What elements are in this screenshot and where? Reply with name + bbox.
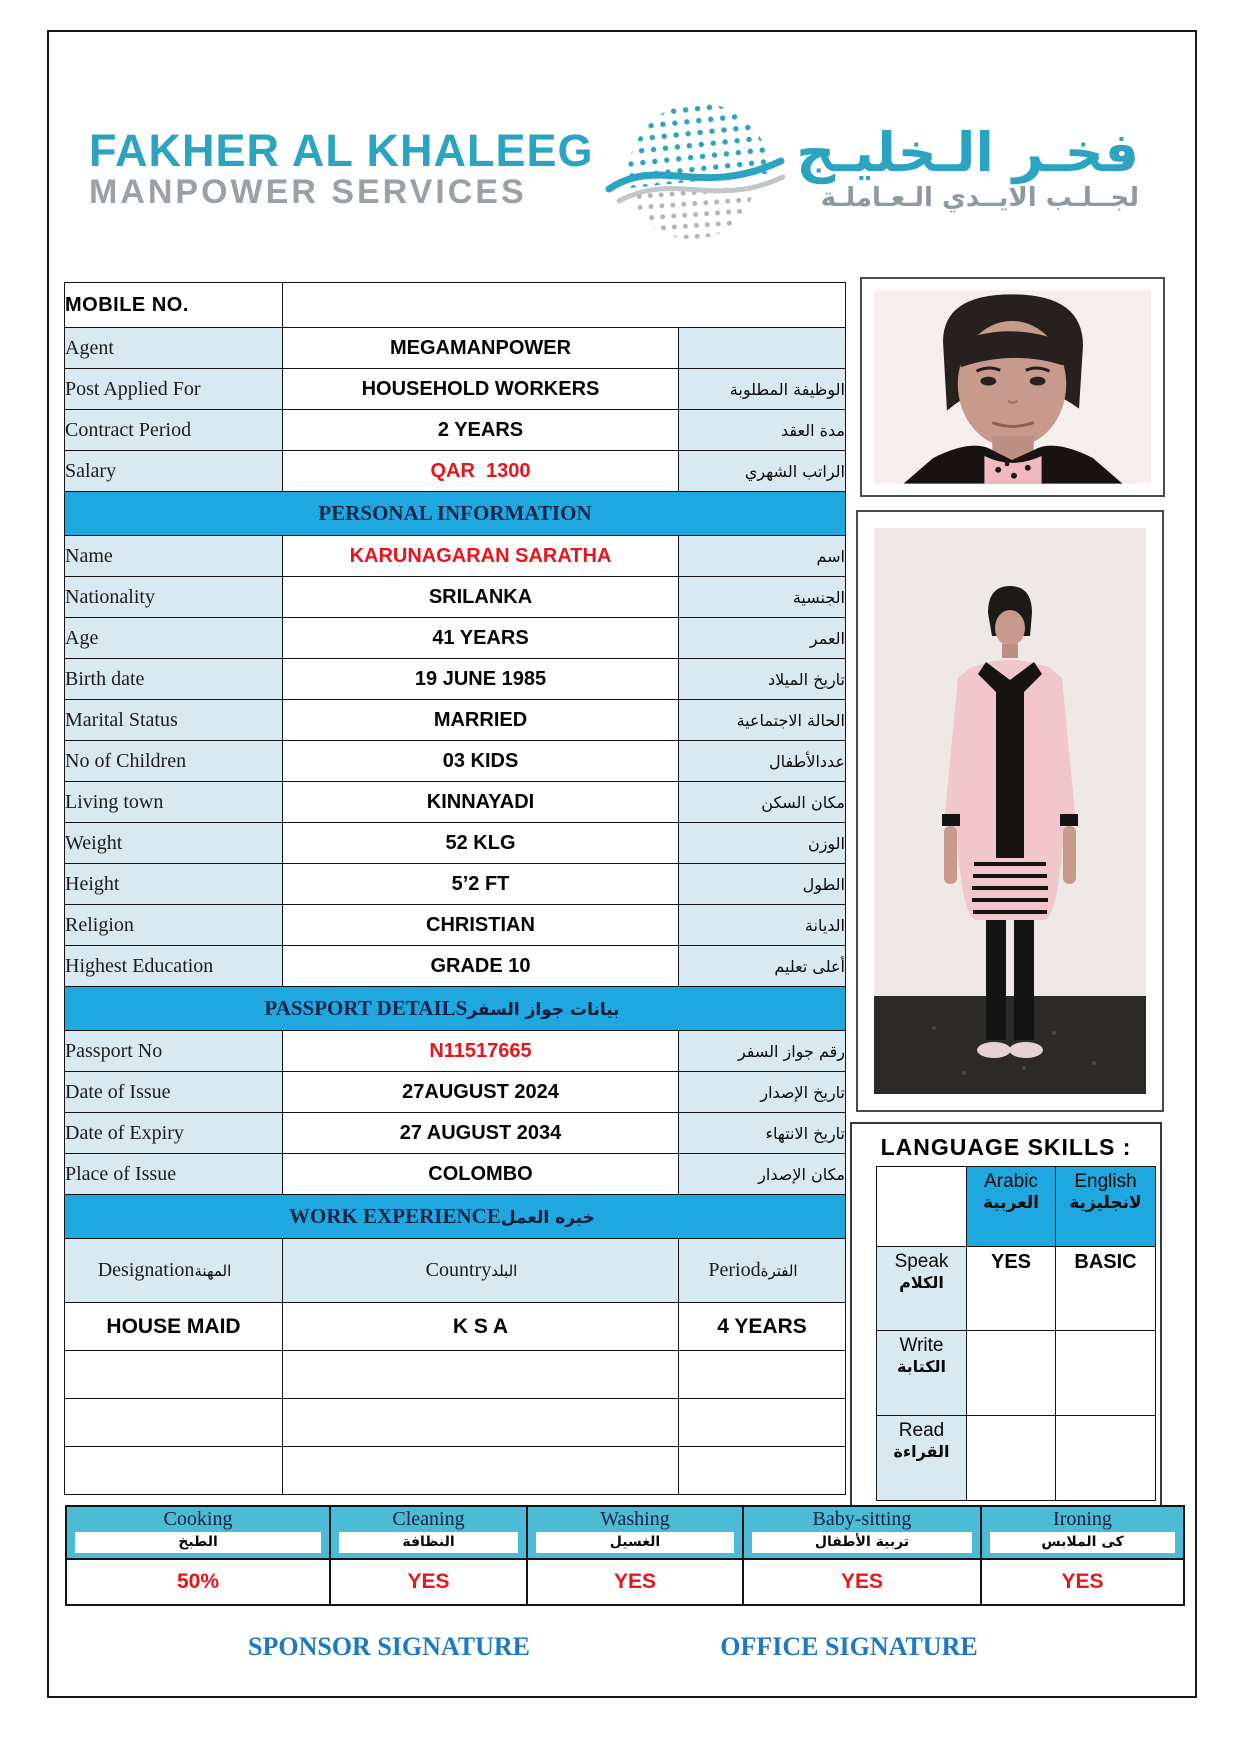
field-value: MEGAMANPOWER xyxy=(283,328,679,369)
skill-header: Washing xyxy=(600,1508,670,1530)
field-label-ar: اسم xyxy=(679,536,846,577)
field-value: 19 JUNE 1985 xyxy=(283,659,679,700)
row-passport-no xyxy=(65,1031,846,1072)
column-header-ar: الفترة xyxy=(760,1262,798,1280)
section-passport-details xyxy=(65,987,846,1031)
language-column-ar: العربية xyxy=(982,1193,1039,1213)
field-value: QAR 1300 xyxy=(283,451,679,492)
field-label-ar: عددالأطفال xyxy=(679,741,846,782)
field-value: 03 KIDS xyxy=(283,741,679,782)
work-period xyxy=(679,1399,846,1447)
read-english-value xyxy=(1056,1416,1156,1501)
language-skills-title: LANGUAGE SKILLS : xyxy=(880,1134,1132,1160)
field-label: Agent xyxy=(65,328,283,369)
language-column: English xyxy=(1074,1171,1137,1192)
field-label-ar: الوظيفة المطلوبة xyxy=(679,369,846,410)
read-arabic-value xyxy=(967,1416,1056,1501)
skill-header: Baby-sitting xyxy=(812,1508,912,1530)
work-table-header xyxy=(65,1239,846,1303)
work-country: K S A xyxy=(283,1303,679,1351)
row-date-of-expiry xyxy=(65,1113,846,1154)
skill-header-ar: الغسيل xyxy=(536,1532,734,1553)
brand-tagline: MANPOWER SERVICES xyxy=(89,173,527,212)
field-label: Weight xyxy=(65,823,283,864)
field-label: Birth date xyxy=(65,659,283,700)
work-country xyxy=(283,1399,679,1447)
language-column: Arabic xyxy=(984,1171,1038,1192)
row-weight xyxy=(65,823,846,864)
field-label-ar: أعلى تعليم xyxy=(679,946,846,987)
field-label-ar: مكان الإصدار xyxy=(679,1154,846,1195)
passport-photo-image xyxy=(874,289,1151,485)
field-label-ar xyxy=(679,328,846,369)
field-label-ar: الوزن xyxy=(679,823,846,864)
speak-arabic-value: YES xyxy=(967,1247,1056,1331)
language-table-header xyxy=(877,1167,1156,1247)
skill-header-ar: النظافة xyxy=(339,1532,518,1553)
work-period xyxy=(679,1351,846,1399)
passport-photo xyxy=(860,277,1165,497)
field-value: KINNAYADI xyxy=(283,782,679,823)
field-value: 41 YEARS xyxy=(283,618,679,659)
row-no-of-children xyxy=(65,741,846,782)
section-work-experience xyxy=(65,1195,846,1239)
language-row-write xyxy=(877,1331,1156,1416)
row-religion xyxy=(65,905,846,946)
field-value: 5’2 FT xyxy=(283,864,679,905)
field-label-ar: تاريخ الانتهاء xyxy=(679,1113,846,1154)
field-value: MARRIED xyxy=(283,700,679,741)
row-post-applied-for xyxy=(65,369,846,410)
column-header-ar: المهنة xyxy=(194,1262,232,1280)
brand-tagline-arabic: لجــلـب الايــدي الـعـاملـة xyxy=(820,183,1139,214)
field-value: CHRISTIAN xyxy=(283,905,679,946)
skill-row-label: Read xyxy=(898,1420,945,1441)
full-body-photo xyxy=(856,510,1164,1112)
field-value: HOUSEHOLD WORKERS xyxy=(283,369,679,410)
field-label-ar: تاريخ الإصدار xyxy=(679,1072,846,1113)
row-date-of-issue xyxy=(65,1072,846,1113)
skill-row-label-ar: الكلام xyxy=(899,1273,944,1292)
field-value: SRILANKA xyxy=(283,577,679,618)
field-label-ar: الطول xyxy=(679,864,846,905)
field-label: Religion xyxy=(65,905,283,946)
field-label-ar: تاريخ الميلاد xyxy=(679,659,846,700)
skill-header-ar: تربية الأطفال xyxy=(752,1532,972,1553)
row-place-of-issue xyxy=(65,1154,846,1195)
language-row-speak xyxy=(877,1247,1156,1331)
work-row xyxy=(65,1447,846,1495)
household-skills-table xyxy=(65,1505,1185,1606)
skill-header: Cleaning xyxy=(392,1508,465,1530)
row-contract-period xyxy=(65,410,846,451)
skill-value-washing: YES xyxy=(527,1559,743,1605)
row-salary xyxy=(65,451,846,492)
field-label: MOBILE NO. xyxy=(65,283,283,328)
field-label: No of Children xyxy=(65,741,283,782)
write-arabic-value xyxy=(967,1331,1056,1416)
field-label: Highest Education xyxy=(65,946,283,987)
field-label: Living town xyxy=(65,782,283,823)
field-label: Age xyxy=(65,618,283,659)
speak-english-value: BASIC xyxy=(1056,1247,1156,1331)
work-country xyxy=(283,1447,679,1495)
column-header: Designation xyxy=(97,1259,195,1281)
corner-cell xyxy=(877,1167,967,1247)
work-period xyxy=(679,1447,846,1495)
field-value: 27AUGUST 2024 xyxy=(283,1072,679,1113)
brand-name-arabic: فخـر الـخليـج xyxy=(796,120,1139,184)
field-label: Nationality xyxy=(65,577,283,618)
work-row xyxy=(65,1399,846,1447)
skill-row-label-ar: القراءة xyxy=(893,1442,950,1461)
row-height xyxy=(65,864,846,905)
row-nationality xyxy=(65,577,846,618)
work-country xyxy=(283,1351,679,1399)
field-label: Salary xyxy=(65,451,283,492)
field-label-ar: العمر xyxy=(679,618,846,659)
field-label-ar: الحالة الاجتماعية xyxy=(679,700,846,741)
language-column-ar: لانجليزية xyxy=(1069,1193,1142,1213)
brand-english xyxy=(89,127,594,212)
column-header: Country xyxy=(425,1259,492,1281)
field-value: 27 AUGUST 2034 xyxy=(283,1113,679,1154)
field-value: GRADE 10 xyxy=(283,946,679,987)
skill-row-label: Speak xyxy=(894,1251,949,1272)
section-title: PASSPORT DETAILS xyxy=(264,996,468,1020)
field-value: 52 KLG xyxy=(283,823,679,864)
skill-header: Cooking xyxy=(163,1508,233,1530)
field-label: Place of Issue xyxy=(65,1154,283,1195)
column-header: Period xyxy=(708,1259,761,1281)
company-logo-icon xyxy=(605,95,785,245)
company-header xyxy=(79,87,1167,252)
skill-header-ar: كى الملابس xyxy=(990,1532,1175,1553)
field-value: COLOMBO xyxy=(283,1154,679,1195)
skill-value-cleaning: YES xyxy=(330,1559,527,1605)
field-label: Height xyxy=(65,864,283,905)
work-designation xyxy=(65,1447,283,1495)
work-designation xyxy=(65,1351,283,1399)
skills-header-row xyxy=(66,1506,1184,1559)
sponsor-signature-label: SPONSOR SIGNATURE xyxy=(248,1632,530,1661)
field-value: KARUNAGARAN SARATHA xyxy=(283,536,679,577)
row-marital-status xyxy=(65,700,846,741)
row-highest-education xyxy=(65,946,846,987)
skill-header-ar: الطبخ xyxy=(75,1532,321,1553)
row-mobile-no xyxy=(65,283,846,328)
work-row xyxy=(65,1303,846,1351)
write-english-value xyxy=(1056,1331,1156,1416)
skill-header: Ironing xyxy=(1053,1508,1112,1530)
row-age xyxy=(65,618,846,659)
field-value: 2 YEARS xyxy=(283,410,679,451)
field-value xyxy=(283,283,846,328)
field-label: Name xyxy=(65,536,283,577)
skill-value-ironing: YES xyxy=(981,1559,1184,1605)
language-skills-panel xyxy=(850,1122,1162,1508)
skill-row-label-ar: الكتابة xyxy=(896,1357,947,1376)
section-title: WORK EXPERIENCE xyxy=(289,1204,501,1228)
field-label: Contract Period xyxy=(65,410,283,451)
row-agent xyxy=(65,328,846,369)
field-label-ar: مكان السكن xyxy=(679,782,846,823)
field-value: N11517665 xyxy=(283,1031,679,1072)
field-label-ar: رقم جواز السفر xyxy=(679,1031,846,1072)
language-skills-table xyxy=(876,1166,1156,1501)
field-label-ar: الجنسية xyxy=(679,577,846,618)
skills-value-row xyxy=(66,1559,1184,1605)
work-designation: HOUSE MAID xyxy=(65,1303,283,1351)
section-title-ar: بيانات جواز السفر xyxy=(467,1000,620,1020)
skill-row-label: Write xyxy=(899,1335,944,1356)
office-signature-label: OFFICE SIGNATURE xyxy=(720,1632,978,1661)
candidate-info-table xyxy=(64,282,846,1495)
full-body-photo-image xyxy=(874,526,1146,1096)
row-birth-date xyxy=(65,659,846,700)
row-living-town xyxy=(65,782,846,823)
skill-value-cooking: 50% xyxy=(66,1559,330,1605)
field-label: Post Applied For xyxy=(65,369,283,410)
work-period: 4 YEARS xyxy=(679,1303,846,1351)
brand-name: FAKHER AL KHALEEG xyxy=(89,125,594,177)
skill-value-baby-sitting: YES xyxy=(743,1559,981,1605)
section-title: PERSONAL INFORMATION xyxy=(65,492,846,536)
section-personal-information xyxy=(65,492,846,536)
row-name xyxy=(65,536,846,577)
column-header-ar: البلد xyxy=(491,1262,518,1280)
field-label: Date of Issue xyxy=(65,1072,283,1113)
field-label: Date of Expiry xyxy=(65,1113,283,1154)
field-label: Passport No xyxy=(65,1031,283,1072)
work-designation xyxy=(65,1399,283,1447)
logo-swoosh-icon xyxy=(605,147,785,207)
field-label-ar: الراتب الشهري xyxy=(679,451,846,492)
section-title-ar: خبره العمل xyxy=(500,1208,595,1228)
brand-arabic xyxy=(796,120,1139,216)
field-label-ar: الديانة xyxy=(679,905,846,946)
work-row xyxy=(65,1351,846,1399)
language-row-read xyxy=(877,1416,1156,1501)
document-frame xyxy=(47,30,1197,1698)
field-label-ar: مدة العقد xyxy=(679,410,846,451)
field-label: Marital Status xyxy=(65,700,283,741)
